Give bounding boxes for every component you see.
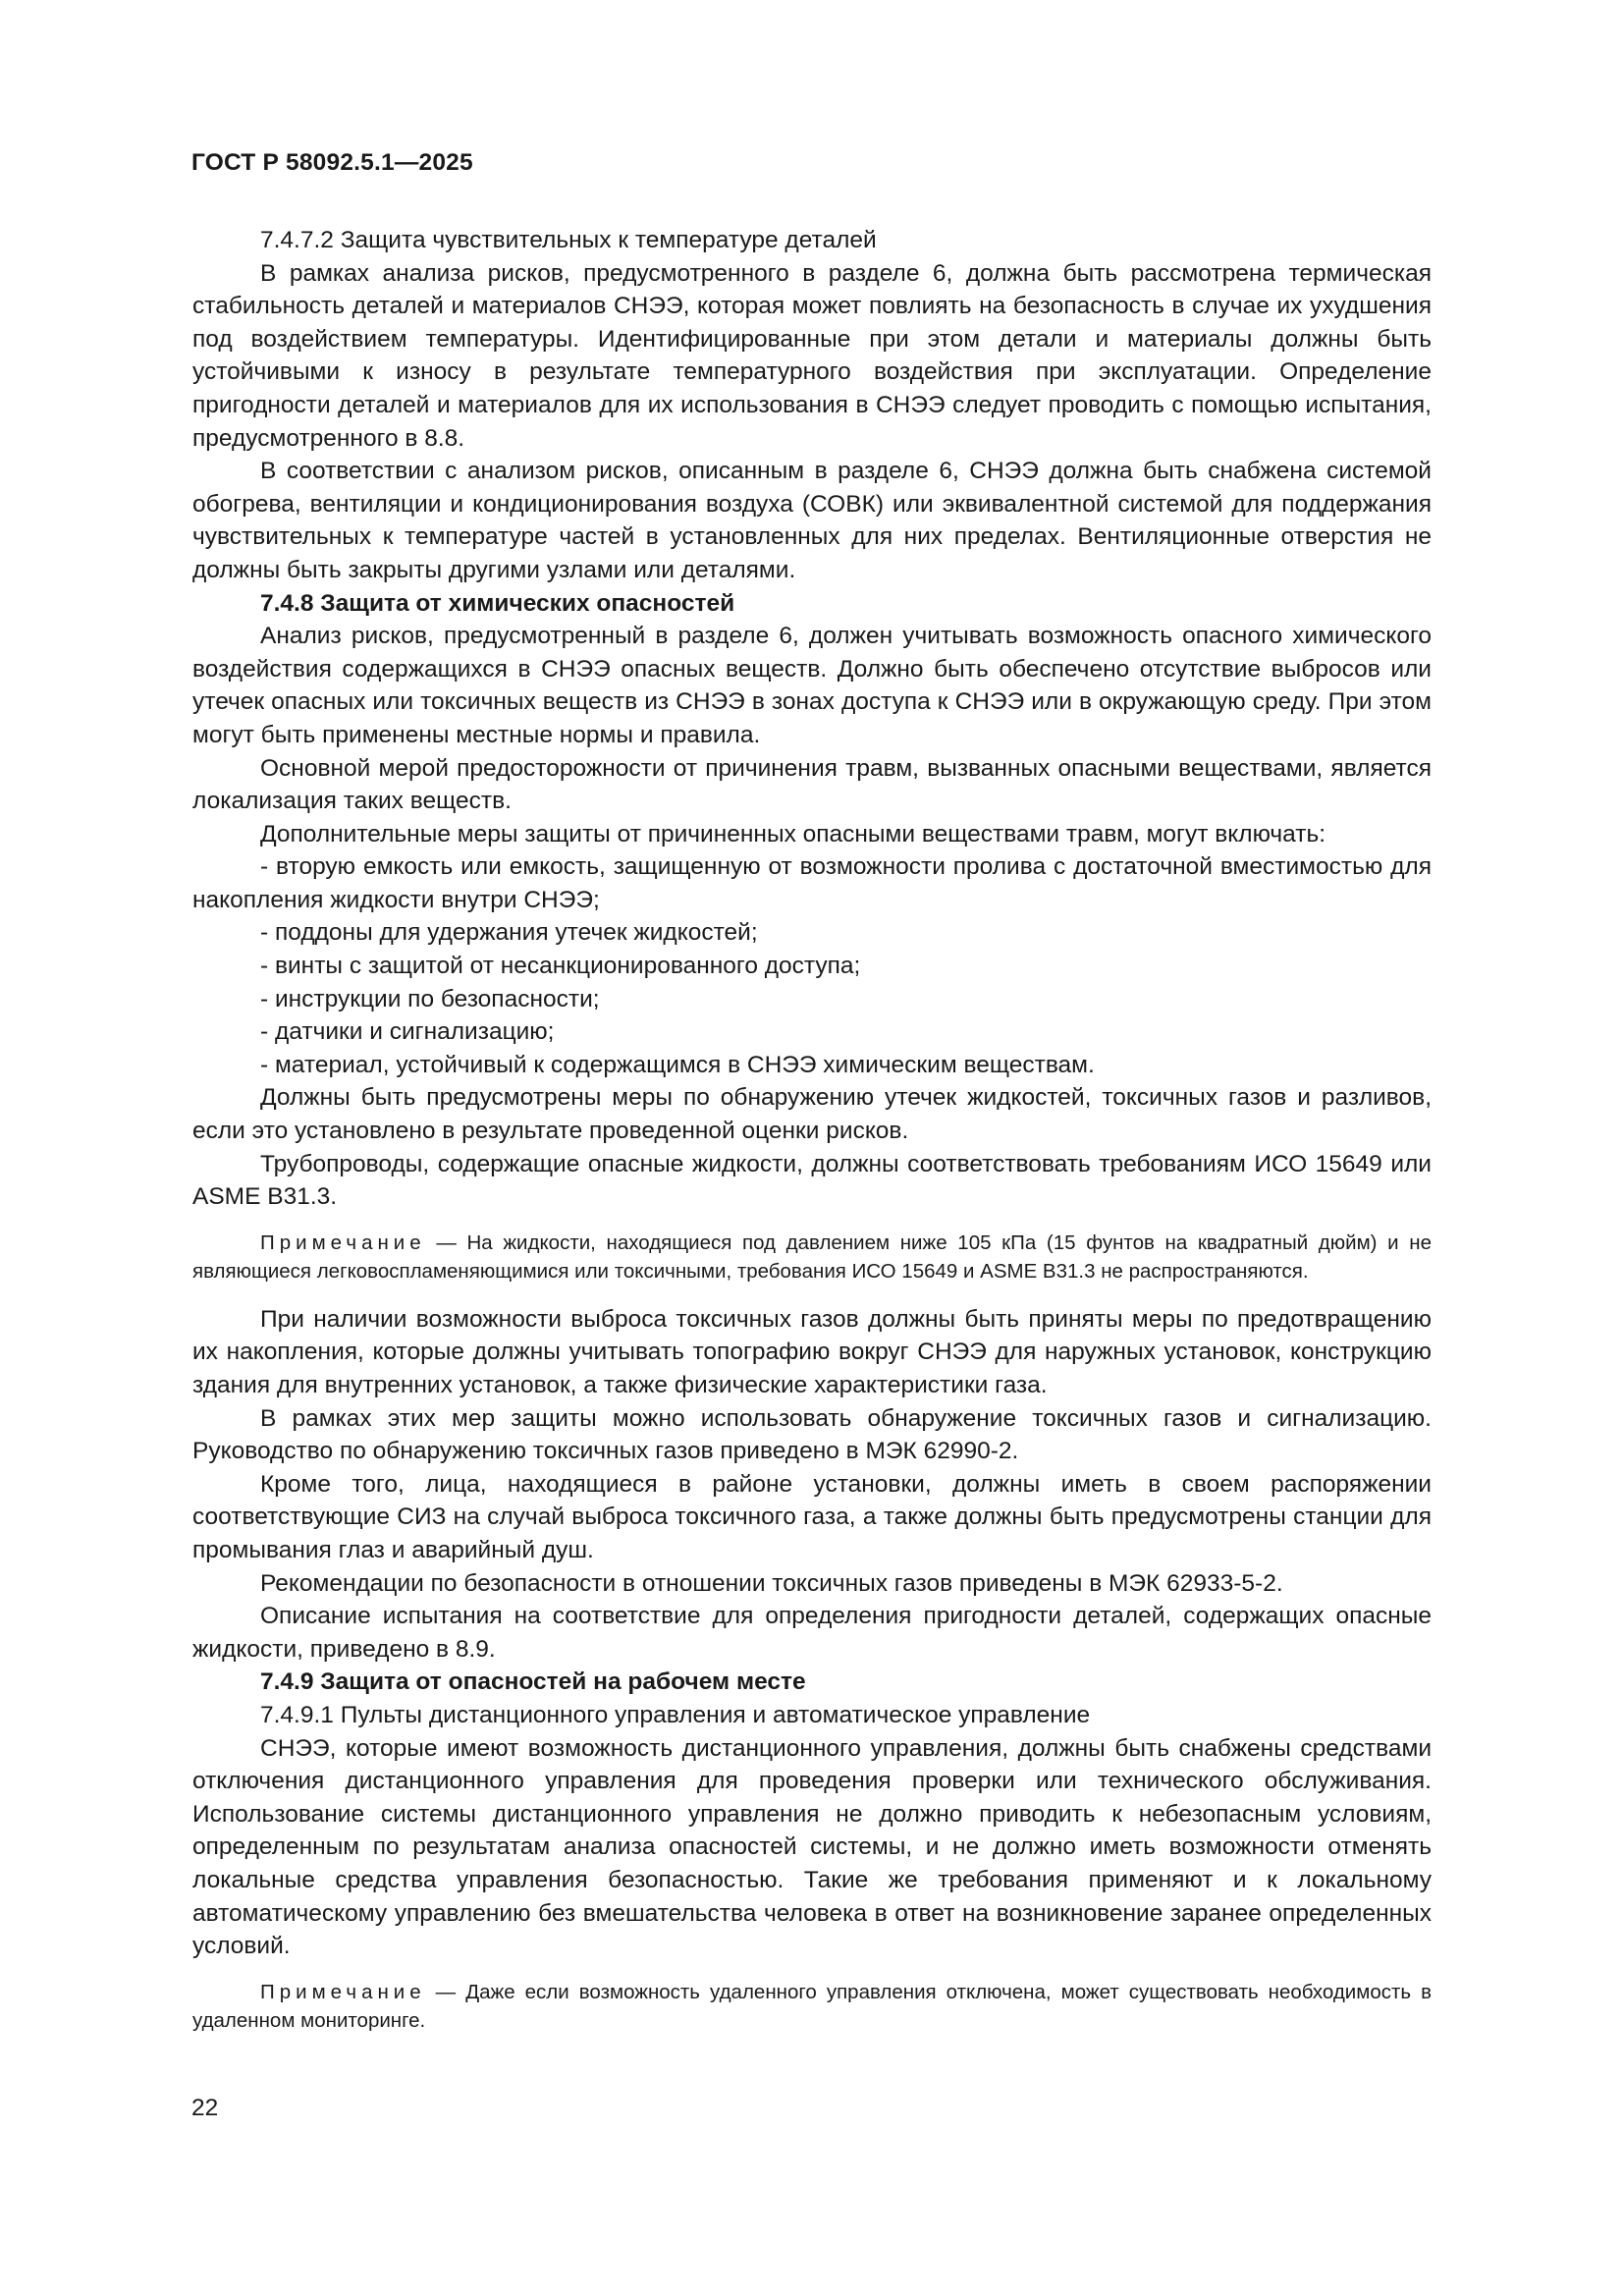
note	[192, 1978, 1432, 2035]
list-item: - вторую емкость или емкость, защищенную от возможности пролива с достаточной вместимостью для накопления жидкости внутри СНЭЭ;	[192, 853, 1432, 913]
paragraph: При наличии возможности выброса токсичных газов должны быть приняты меры по предотвращению их накопления, которые должны учитывать топографию вокруг СНЭЭ для наружных установок, конструкцию здания для внутренних установок, а также физические характеристики газа.	[192, 1305, 1432, 1398]
list-item: - инструкции по безопасности;	[260, 985, 600, 1012]
paragraph: В соответствии с анализом рисков, описанным в разделе 6, СНЭЭ должна быть снабжена системой обогрева, вентиляции и кондиционирования воздуха (СОВК) или эквивалентной системой для поддержания чувствительных к температуре частей в установленных для них пределах. Вентиляционные отверстия не должны быть закрыты другими узлами или деталями.	[192, 458, 1432, 583]
subsection-title: 7.4.7.2 Защита чувствительных к температуре деталей	[260, 227, 877, 253]
paragraph: Анализ рисков, предусмотренный в разделе 6, должен учитывать возможность опасного химического воздействия содержащихся в СНЭЭ опасных веществ. Должно быть обеспечено отсутствие выбросов или утечек опасных или токсичных веществ из СНЭЭ в зонах доступа к СНЭЭ или в окружающую среду. При этом могут быть применены местные нормы и правила.	[192, 623, 1432, 748]
paragraph: Трубопроводы, содержащие опасные жидкости, должны соответствовать требованиям ИСО 15649 или ASME B31.3.	[192, 1150, 1432, 1211]
paragraph: Описание испытания на соответствие для определения пригодности деталей, содержащих опасные жидкости, приведено в 8.9.	[192, 1603, 1432, 1663]
paragraph: Должны быть предусмотрены меры по обнаружению утечек жидкостей, токсичных газов и разливов, если это установлено в результате проведенной оценки рисков.	[192, 1084, 1432, 1145]
paragraph: Кроме того, лица, находящиеся в районе установки, должны иметь в своем распоряжении соответствующие СИЗ на случай выброса токсичного газа, а также должны быть предусмотрены станции для промывания глаз и аварийный душ.	[192, 1470, 1432, 1563]
paragraph: Дополнительные меры защиты от причиненных опасными веществами травм, могут включать:	[260, 820, 1326, 847]
paragraph: В рамках анализа рисков, предусмотренного в разделе 6, должна быть рассмотрена термическая стабильность деталей и материалов СНЭЭ, которая может повлиять на безопасность в случае их ухудшения под воздействием температуры. Идентифицированные при этом детали и материалы должны быть устойчивыми к износу в результате температурного воздействия при эксплуатации. Определение пригодности деталей и материалов для их использования в СНЭЭ следует проводить с помощью испытания, предусмотренного в 8.8.	[192, 259, 1432, 452]
paragraph: Рекомендации по безопасности в отношении токсичных газов приведены в МЭК 62933-5-2.	[260, 1569, 1283, 1597]
paragraph: Основной мерой предосторожности от причинения травм, вызванных опасными веществами, является локализация таких веществ.	[192, 754, 1432, 815]
document-body	[192, 224, 1432, 2052]
document-header: ГОСТ Р 58092.5.1—2025	[191, 149, 473, 176]
paragraph: СНЭЭ, которые имеют возможность дистанционного управления, должны быть снабжены средствами отключения дистанционного управления для проведения проверки или технического обслуживания. Использование системы дистанционного управления не должно приводить к небезопасным условиям, определенным по результатам анализа опасностей системы, и не должно иметь возможности отменять локальные средства управления безопасностью. Такие же требования применяют и к локальному автоматическому управлению без вмешательства человека в ответ на возникновение заранее определенных условий.	[192, 1734, 1432, 1960]
subsection-title: 7.4.9.1 Пульты дистанционного управления и автоматическое управление	[260, 1701, 1091, 1728]
list-item: - поддоны для удержания утечек жидкостей;	[260, 919, 758, 947]
section-heading: 7.4.9 Защита от опасностей на рабочем месте	[260, 1668, 806, 1696]
note-label: Примечание	[260, 1230, 426, 1254]
section-heading: 7.4.8 Защита от химических опасностей	[260, 589, 735, 617]
list-item: - винты с защитой от несанкционированного доступа;	[260, 953, 861, 980]
note	[192, 1229, 1432, 1285]
page-number: 22	[191, 2095, 219, 2121]
note-label: Примечание	[260, 1980, 426, 2003]
paragraph: В рамках этих мер защиты можно использовать обнаружение токсичных газов и сигнализацию. Руководство по обнаружению токсичных газов приведено в МЭК 62990-2.	[192, 1404, 1432, 1465]
list-item: - датчики и сигнализацию;	[260, 1018, 555, 1046]
list-item: - материал, устойчивый к содержащимся в СНЭЭ химическим веществам.	[260, 1051, 1095, 1078]
note-text: — Даже если возможность удаленного управления отключена, может существовать необходимость в удаленном мониторинге.	[192, 1980, 1432, 2032]
note-text: — На жидкости, находящиеся под давлением ниже 105 кПа (15 фунтов на квадратный дюйм) и не являющиеся легковоспламеняющимися или токсичными, требования ИСО 15649 и ASME B31.3 не распространяются.	[192, 1230, 1432, 1283]
